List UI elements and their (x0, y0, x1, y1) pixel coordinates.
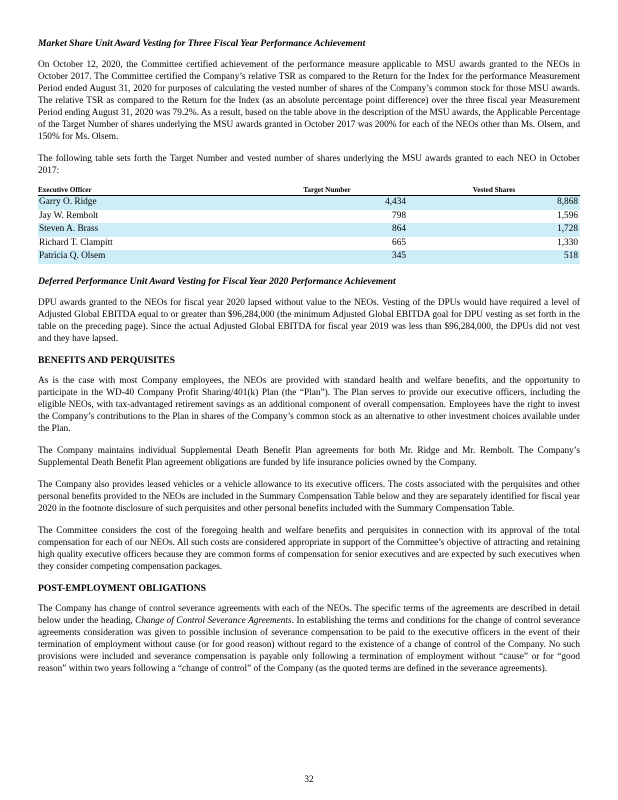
benefits-paragraph-2: The Company maintains individual Supplemental Death Benefit Plan agreements for both Mr. Ridge and Mr. Rembolt. The Company’s Supplemental Death Benefit Plan agreement obligations are funded by life insurance policies owned by the Company. (38, 445, 580, 468)
target-number: 4,434 (246, 196, 408, 210)
target-number: 864 (246, 223, 408, 237)
msu-heading: Market Share Unit Award Vesting for Three Fiscal Year Performance Achievement (38, 38, 366, 49)
officer-name: Steven A. Brass (38, 223, 246, 237)
target-number: 665 (392, 237, 406, 248)
header-target-number: Target Number (246, 186, 408, 196)
table-header-row (38, 186, 580, 196)
benefits-paragraph-3: The Company also provides leased vehicles or a vehicle allowance to its executive officers. The costs associated with the perquisites and other personal benefits provided to the NEOs are included in the Summary Compensation Table below and they are separately identified for fiscal year 2020 in the footnote disclosure of such perquisites and other personal benefits included with the Summary Compensation Table. (38, 479, 580, 514)
officer-name: Garry O. Ridge (38, 196, 246, 210)
msu-paragraph-2: The following table sets forth the Target Number and vested number of shares underlying the MSU awards granted to each NEO in October 2017: (38, 154, 580, 176)
dpu-paragraph-1: DPU awards granted to the NEOs for fiscal year 2020 lapsed without value to the NEOs. Vesting of the DPUs would have required a level of Adjusted Global EBITDA equal to or greater than $96,284,000 (the minimum Adjusted Global EBITDA goal for DPU vesting as set forth in the table on the preceding page). Since the actual Adjusted Global EBITDA for fiscal year 2019 was less than $96,284,000, the DPUs did not vest and they have lapsed. (38, 297, 580, 344)
officer-name: Jay W. Rembolt (39, 210, 99, 221)
table-row (38, 250, 580, 264)
msu-vesting-table (38, 186, 580, 264)
vested-shares: 518 (408, 250, 580, 264)
table-row (38, 237, 580, 251)
benefits-heading: BENEFITS AND PERQUISITES (38, 354, 176, 366)
page-number: 32 (304, 775, 314, 785)
vested-shares: 8,868 (408, 196, 580, 210)
officer-name: Patricia Q. Olsem (38, 250, 246, 264)
benefits-paragraph-1: As is the case with most Company employees, the NEOs are provided with standard health and welfare benefits, and the opportunity to participate in the WD-40 Company Profit Sharing/401(k) Plan (the “Plan”). The Plan serves to provide our executive officers, including the eligible NEOs, with tax-advantaged retirement savings as an additional component of overall compensation. Employees have the right to invest the Company’s contributions to the Plan in shares of the Company’s common stock as an alternative to other investment choices available under the Plan. (38, 375, 580, 434)
table-row (38, 223, 580, 237)
severance-agreements-reference: Change of Control Severance Agreements (135, 615, 292, 626)
vested-shares: 1,728 (408, 223, 580, 237)
header-vested-shares: Vested Shares (408, 186, 580, 196)
header-executive-officer: Executive Officer (38, 186, 246, 196)
post-text-b: . In establishing the terms and conditions for the change of control severance agreements consideration was given to possible inclusion of severance compensation to be paid to the executive officers in the event of their termination of employment without cause (or for good reason) without regard to the existence of a change of control of the Company. No such provisions were included and severance compensation is payable only following a termination of employment without “cause” or for “good reason” within two years following a “change of control” of the Company (as the quoted terms are defined in the severance agreements). (38, 615, 580, 674)
officer-name: Richard T. Clampitt (39, 237, 113, 248)
document-page (38, 38, 580, 685)
post-employment-heading: POST-EMPLOYMENT OBLIGATIONS (38, 582, 207, 594)
table-row (38, 196, 580, 210)
benefits-paragraph-4: The Committee considers the cost of the foregoing health and welfare benefits and perquisites in connection with its approval of the total compensation for each of our NEOs. All such costs are considered appropriate in support of the Committee’s objective of attracting and retaining high quality executive officers because they are common forms of compensation for senior executives and are expected by such executives when they consider competing compensation packages. (38, 525, 580, 572)
dpu-heading: Deferred Performance Unit Award Vesting for Fiscal Year 2020 Performance Achievement (38, 275, 396, 287)
msu-paragraph-1: On October 12, 2020, the Committee certified achievement of the performance measure applicable to MSU awards granted to the NEOs in October 2017. The Committee certified the Company’s relative TSR as compared to the Return for the Index for the performance Measurement Period ended August 31, 2020 for purposes of calculating the vested number of shares of the Company’s common stock for those MSU awards. The relative TSR as compared to the Return for the Index (as an absolute percentage point difference) over the three fiscal year Measurement Period ending August 31, 2020 was 79.2%. As a result, based on the table above in the description of the MSU awards, the Applicable Percentage of the Target Number of shares underlying the MSU awards granted in October 2017 was 200% for each of the NEOs other than Ms. Olsem, and 150% for Ms. Olsem. (38, 60, 580, 142)
post-text-a: The Company has change of control severance agreements with each of the NEOs. The specific terms of the agreements are described in detail below under the heading, (38, 603, 580, 626)
vested-shares: 1,596 (557, 210, 578, 221)
target-number: 345 (246, 250, 408, 264)
target-number: 798 (392, 210, 406, 221)
vested-shares: 1,330 (557, 237, 578, 248)
table-row (38, 210, 580, 224)
post-employment-paragraph-1 (38, 603, 580, 675)
